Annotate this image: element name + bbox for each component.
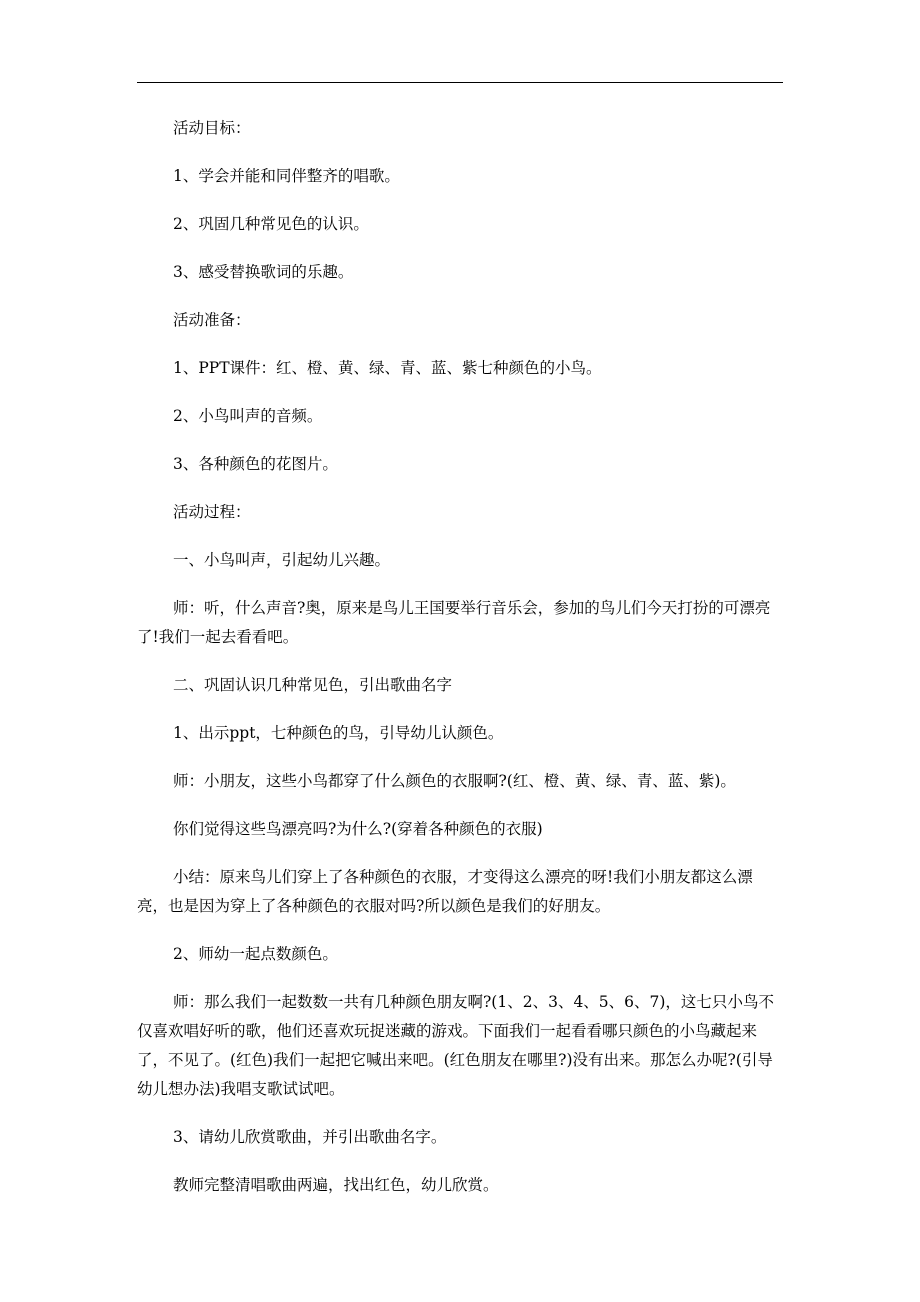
paragraph-teacher-question: 师：小朋友，这些小鸟都穿了什么颜色的衣服啊?(红、橙、黄、绿、青、蓝、紫)。 (173, 772, 736, 790)
paragraph-step-2-3: 3、请幼儿欣赏歌曲，并引出歌曲名字。 (173, 1128, 447, 1146)
paragraph-prep-3: 3、各种颜色的花图片。 (173, 455, 338, 473)
paragraph-question-beautiful: 你们觉得这些鸟漂亮吗?为什么?(穿着各种颜色的衣服) (173, 820, 543, 838)
paragraph-teacher-intro: 师：听，什么声音?奥，原来是鸟儿王国要举行音乐会，参加的鸟儿们今天打扮的可漂亮了!我们一起去看看吧。 (137, 599, 771, 646)
paragraph-goal-3: 3、感受替换歌词的乐趣。 (173, 263, 354, 281)
document-body (137, 114, 783, 1200)
header-rule (137, 82, 783, 83)
paragraph-teacher-count: 师：那么我们一起数数一共有几种颜色朋友啊?(1、2、3、4、5、6、7)，这七只小鸟不仅喜欢唱好听的歌，他们还喜欢玩捉迷藏的游戏。下面我们一起看看哪只颜色的小鸟藏起来了，不见了。(红色)我们一起把它喊出来吧。(红色朋友在哪里?)没有出来。那怎么办呢?(引导幼儿想办法)我唱支歌试试吧。 (137, 993, 774, 1098)
paragraph-process-heading: 活动过程： (173, 503, 251, 521)
paragraph-step-2: 二、巩固认识几种常见色，引出歌曲名字 (173, 676, 453, 694)
paragraph-prep-1: 1、PPT课件：红、橙、黄、绿、青、蓝、紫七种颜色的小鸟。 (173, 359, 602, 377)
paragraph-prep-2: 2、小鸟叫声的音频。 (173, 407, 323, 425)
paragraph-step-2-2: 2、师幼一起点数颜色。 (173, 945, 338, 963)
paragraph-summary: 小结：原来鸟儿们穿上了各种颜色的衣服，才变得这么漂亮的呀!我们小朋友都这么漂亮，也是因为穿上了各种颜色的衣服对吗?所以颜色是我们的好朋友。 (137, 868, 753, 915)
paragraph-step-2-1: 1、出示ppt，七种颜色的鸟，引导幼儿认颜色。 (173, 724, 504, 742)
paragraph-teacher-sing: 教师完整清唱歌曲两遍，找出红色，幼儿欣赏。 (173, 1176, 499, 1194)
paragraph-goal-2: 2、巩固几种常见色的认识。 (173, 215, 369, 233)
paragraph-goal-1: 1、学会并能和同伴整齐的唱歌。 (173, 167, 400, 185)
paragraph-prep-heading: 活动准备： (173, 311, 251, 329)
paragraph-goals-heading: 活动目标： (173, 119, 251, 137)
paragraph-step-1: 一、小鸟叫声，引起幼儿兴趣。 (173, 551, 391, 569)
